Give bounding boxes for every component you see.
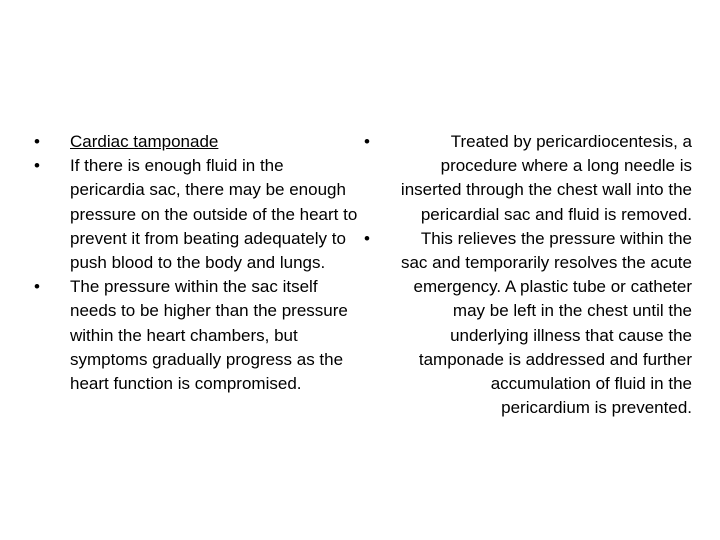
bullet-icon: • [34, 132, 40, 151]
cardiac-tamponade-heading: Cardiac tamponade [70, 132, 219, 151]
relief-text: This relieves the pressure within the sac and temporarily resolves the acute emergency. A plastic tube or catheter may be left in the chest until the underlying illness that cause the tamponade is addressed and further accumulation of fluid in the pericardium is prevented. [400, 228, 692, 418]
bullet-icon: • [34, 156, 40, 176]
left-bullet-item-2 [30, 154, 360, 275]
fluid-pressure-text: If there is enough fluid in the pericardia sac, there may be enough pressure on the outside of the heart to prevent it from beating adequately to push blood to the body and lungs. [70, 156, 358, 273]
bullet-icon: • [34, 277, 40, 297]
bullet-icon: • [364, 132, 370, 151]
sac-pressure-text: The pressure within the sac itself needs to be higher than the pressure within the heart chambers, but symptoms gradually progress as the heart function is compromised. [70, 277, 348, 394]
treatment-description: , a procedure where a long needle is inserted through the chest wall into the pericardial sac and fluid is removed. [400, 132, 692, 224]
right-bullet-item-2 [360, 227, 700, 421]
treatment-prefix: Treated by [450, 132, 537, 151]
right-bullet-list [360, 130, 700, 420]
left-bullet-item-1 [30, 130, 360, 154]
left-bullet-list [30, 130, 360, 396]
bullet-icon: • [364, 228, 370, 248]
pericardiocentesis-term: pericardiocentesis [536, 132, 674, 151]
left-bullet-item-3 [30, 275, 360, 396]
right-bullet-item-1 [360, 130, 700, 227]
